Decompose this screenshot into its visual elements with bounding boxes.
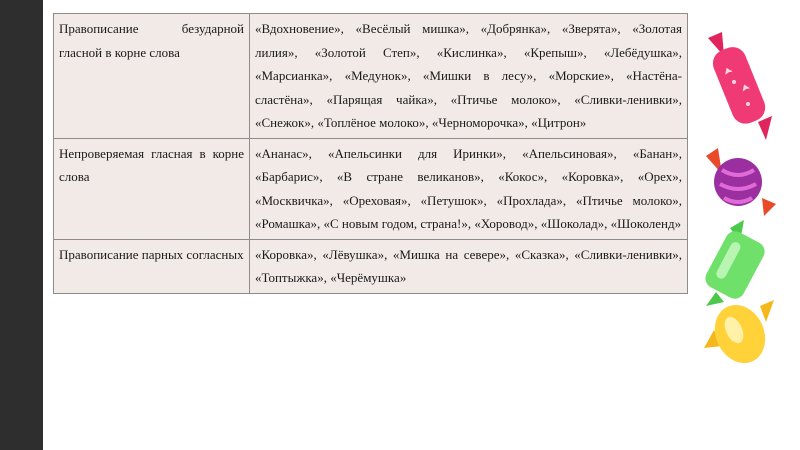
- yellow-candy-icon: [704, 297, 774, 372]
- spelling-rules-table: [53, 13, 688, 294]
- left-dark-bar: [0, 0, 43, 450]
- table-row: [54, 138, 688, 239]
- candies-illustration: [700, 30, 780, 390]
- rule-cell: Правописание парных согласных: [54, 239, 250, 293]
- examples-cell: «Коровка», «Лёвушка», «Мишка на севере», «Сказка», «Сливки-ленивки», «Топтыжка», «Черёмушка»: [250, 239, 688, 293]
- pink-candy-icon: [708, 32, 772, 140]
- examples-cell: «Вдохновение», «Весёлый мишка», «Добрянка», «Зверята», «Золотая лилия», «Золотой Степ», «Кислинка», «Крепыш», «Лебёдушка», «Марсианка», «Медунок», «Мишки в лесу», «Морские», «Настёна-сластёна», «Парящая чайка», «Птичье молоко», «Сливки-ленивки», «Снежок», «Топлёное молоко», «Черноморочка», «Цитрон»: [250, 14, 688, 139]
- rule-cell: Правописание безударной гласной в корне слова: [54, 14, 250, 139]
- table-row: [54, 239, 688, 293]
- table-row: [54, 14, 688, 139]
- rule-cell: Непроверяемая гласная в корне слова: [54, 138, 250, 239]
- examples-cell: «Ананас», «Апельсинки для Иринки», «Апельсиновая», «Банан», «Барбарис», «В стране великанов», «Кокос», «Коровка», «Орех», «Москвичка», «Ореховая», «Петушок», «Прохлада», «Птичье молоко», «Ромашка», «С новым годом, страна!», «Хоровод», «Шоколад», «Шоколенд»: [250, 138, 688, 239]
- purple-candy-icon: [706, 148, 776, 216]
- green-candy-icon: [702, 220, 768, 306]
